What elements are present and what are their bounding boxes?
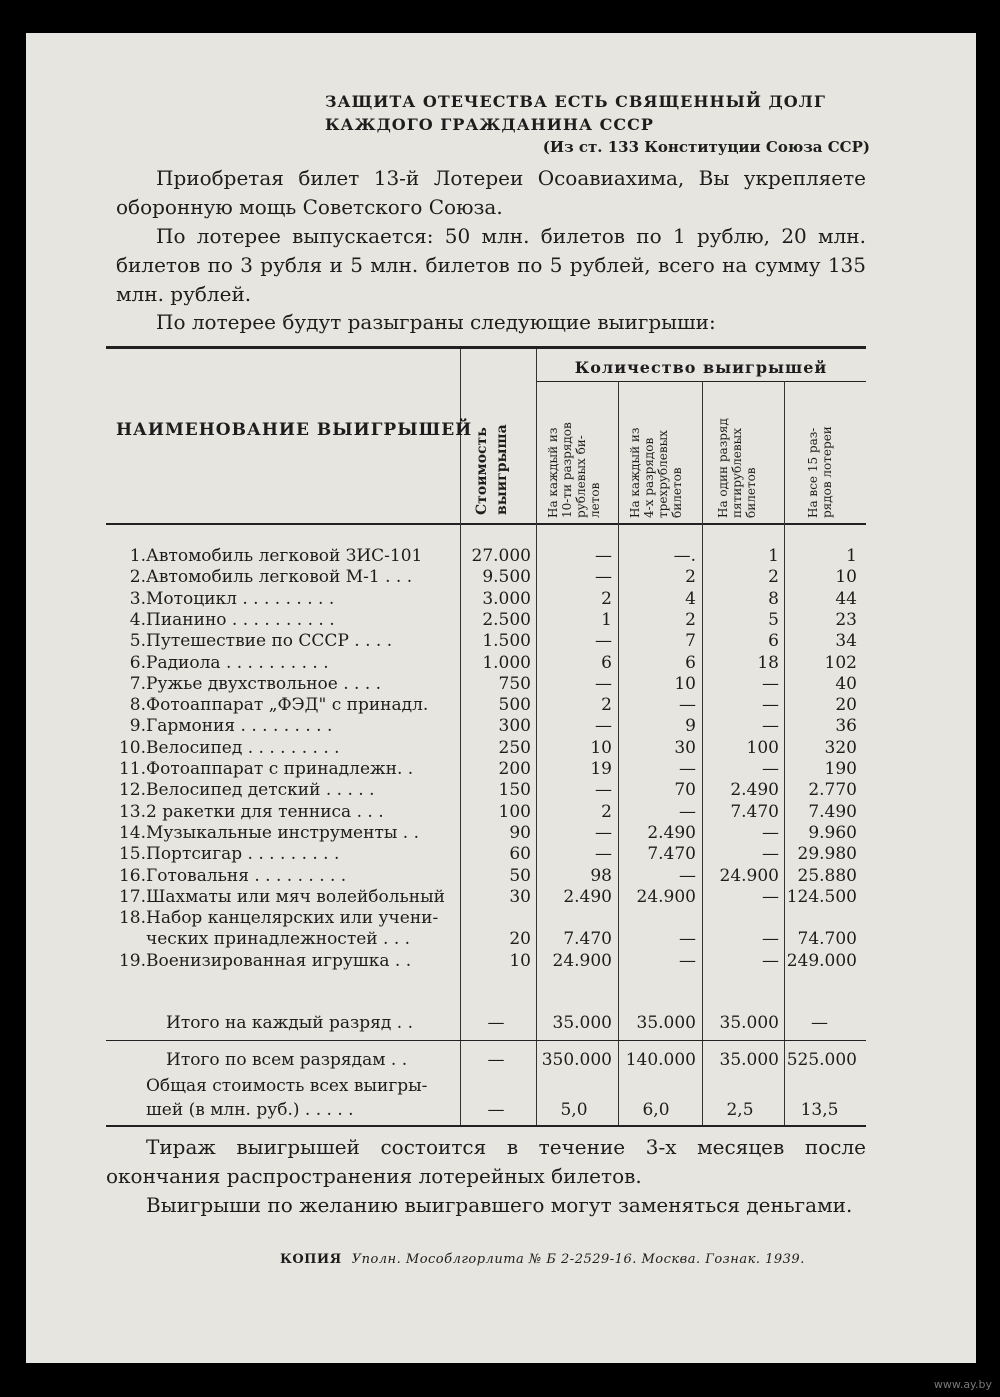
cell-q3: — <box>762 822 779 843</box>
cell-q3: — <box>762 759 779 779</box>
copy-mark: КОПИЯ <box>280 1252 342 1267</box>
total-all-label: Итого по всем разрядам . . <box>166 1050 408 1070</box>
cell-q3: 2 <box>768 567 779 588</box>
printer-imprint: КОПИЯ Уполн. Мособлгорлита № Б 2-2529-16. Москва. Гознак. 1939. <box>280 1252 805 1267</box>
cell-n: 16. <box>118 865 146 886</box>
cell-q2: 70 <box>674 780 696 801</box>
table-row <box>106 653 866 674</box>
cell-q4: 1 <box>846 546 857 566</box>
cell-q3: — <box>762 929 779 950</box>
cell-q3: 24.900 <box>719 865 779 886</box>
cell-q2: 9 <box>685 716 696 737</box>
header-line-2: КАЖДОГО ГРАЖДАНИНА СССР <box>325 115 654 134</box>
header-quote <box>325 90 870 159</box>
cell-q1: 10 <box>590 737 612 758</box>
cell-q1: — <box>595 631 612 652</box>
cell-q4: 44 <box>835 588 857 609</box>
cell-q4: 74.700 <box>797 929 857 950</box>
cell-name: Набор канцелярских или учени- <box>146 908 439 929</box>
table-row <box>106 759 866 780</box>
cell-n: 11. <box>118 759 146 779</box>
cell-q1: — <box>595 716 612 737</box>
footer-paragraph-1: Тираж выигрышей состоится в течение 3-х месяцев после окончания распространения лотерейных билетов. <box>106 1135 866 1188</box>
cell-q3: — <box>762 695 779 716</box>
cell-q2: 7 <box>685 631 696 652</box>
cell-q1: 1 <box>601 609 612 630</box>
column-header-q2: На каждый из 4-х разрядов трехрублевых билетов <box>628 427 684 518</box>
cell-name: Мотоцикл . . . . . . . . . <box>146 588 335 609</box>
cell-q2: 2 <box>685 567 696 588</box>
header-source: (Из ст. 133 Конституции Союза ССР) <box>542 138 870 156</box>
table-row <box>106 674 866 695</box>
cell-cost: 50 <box>509 865 531 886</box>
cell-q2: — <box>679 759 696 779</box>
cell-q1: 2.490 <box>563 886 612 907</box>
cell-q4: 2.770 <box>808 780 857 801</box>
cell-q2: — <box>679 929 696 950</box>
cell-q4: 20 <box>835 695 857 716</box>
table-top-rule <box>106 346 866 349</box>
cell-name: 2 ракетки для тенниса . . . <box>146 801 384 822</box>
cell-q4: 29.980 <box>797 844 857 865</box>
cell-cost: 10 <box>509 950 531 971</box>
cell-cost: 200 <box>498 759 531 779</box>
cell-n: 15. <box>118 844 146 865</box>
cell-q1: — <box>595 546 612 566</box>
cell-cost: 60 <box>509 844 531 865</box>
cell-q4: 10 <box>835 567 857 588</box>
cell-q4: 40 <box>835 673 857 694</box>
table-row <box>106 929 866 950</box>
cell-q4: 124.500 <box>786 886 857 907</box>
cell-name: ческих принадлежностей . . . <box>146 929 411 950</box>
cell-q3: — <box>762 950 779 971</box>
cell-q1: — <box>595 844 612 865</box>
cell-name: Шахматы или мяч волейбольный <box>146 886 445 907</box>
cell-q2: 24.900 <box>636 886 696 907</box>
cell-q3: — <box>762 716 779 737</box>
table-row <box>106 802 866 823</box>
cell-q4: 36 <box>835 716 857 737</box>
cell-name: Ружье двухствольное . . . . <box>146 673 382 694</box>
cell-n: 10. <box>118 737 146 758</box>
table-row <box>106 716 866 737</box>
cell-q1: 7.470 <box>563 929 612 950</box>
cell-name: Автомобиль легковой ЗИС-101 <box>146 546 423 566</box>
cell-n: 2. <box>129 567 146 588</box>
cell-q2: 6 <box>685 652 696 673</box>
cell-n: 6. <box>129 652 146 673</box>
cell-n: 7. <box>129 673 146 694</box>
cell-q4: 102 <box>824 652 857 673</box>
cell-q1: 19 <box>590 759 612 779</box>
column-header-q3: На один разряд пятирублевых билетов <box>716 418 758 518</box>
table-row <box>106 823 866 844</box>
cell-q4: 34 <box>835 631 857 652</box>
cell-q4: 23 <box>835 609 857 630</box>
total-per-rank-label: Итого на каждый разряд . . <box>166 1013 413 1033</box>
cell-q3: 18 <box>757 652 779 673</box>
cell-q4: 9.960 <box>808 822 857 843</box>
cell-q2: — <box>679 801 696 822</box>
intro-paragraph-1: Приобретая билет 13-й Лотереи Осоавиахима, Вы укрепляете оборонную мощь Советского Союза. <box>116 166 866 219</box>
cell-q1: 6 <box>601 652 612 673</box>
table-row <box>106 610 866 631</box>
cell-q2: 10 <box>674 673 696 694</box>
cell-q3: — <box>762 886 779 907</box>
cell-q3: 8 <box>768 588 779 609</box>
cell-name: Автомобиль легковой М-1 . . . <box>146 567 413 588</box>
cell-n: 8. <box>129 695 146 716</box>
cell-q1: — <box>595 822 612 843</box>
cell-q4: 320 <box>824 737 857 758</box>
cell-cost: 250 <box>498 737 531 758</box>
cell-n: 17. <box>118 886 146 907</box>
cell-cost: 500 <box>498 695 531 716</box>
cell-cost: 3.000 <box>482 588 531 609</box>
cell-q1: — <box>595 780 612 801</box>
cell-cost: 20 <box>509 929 531 950</box>
cell-name: Радиола . . . . . . . . . . <box>146 652 329 673</box>
cell-q3: — <box>762 844 779 865</box>
cell-q1: 98 <box>590 865 612 886</box>
cell-q4: 25.880 <box>797 865 857 886</box>
cell-n: 13. <box>118 801 146 822</box>
cell-name: Портсигар . . . . . . . . . <box>146 844 340 865</box>
cell-q3: 100 <box>746 737 779 758</box>
column-header-q1: На каждый из 10-ти разрядов рублевых би- летов <box>546 422 602 518</box>
totals-divider <box>106 1040 866 1041</box>
cell-name: Фотоаппарат „ФЭД" с принадл. <box>146 695 429 716</box>
cell-q1: 2 <box>601 695 612 716</box>
total-value-row: Общая стоимость всех выигры- шей (в млн. руб.) . . . . . — 5,0 6,0 2,5 13,5 <box>146 1076 839 1120</box>
cell-q1: 2 <box>601 588 612 609</box>
cell-cost: 1.500 <box>482 631 531 652</box>
site-watermark: www.ay.by <box>933 1378 992 1391</box>
cell-name: Военизированная игрушка . . <box>146 950 412 971</box>
column-header-quantity: Количество выигрышей <box>574 358 828 377</box>
qty-header-rule <box>536 381 866 382</box>
intro-paragraph-2: По лотерее выпускается: 50 млн. билетов по 1 рублю, 20 млн. билетов по 3 рубля и 5 млн. билетов по 5 рублей, всего на сумму 135 млн. рублей. <box>116 224 866 306</box>
cell-n: 9. <box>129 716 146 737</box>
cell-n: 1. <box>129 546 146 566</box>
cell-q3: 5 <box>768 609 779 630</box>
cell-cost: 27.000 <box>471 546 531 566</box>
total-value-label-2: шей (в млн. руб.) . . . . . <box>146 1100 354 1120</box>
cell-q2: —. <box>673 546 696 566</box>
cell-n: 4. <box>129 609 146 630</box>
cell-name: Готовальня . . . . . . . . . <box>146 865 347 886</box>
total-per-rank-row: Итого на каждый разряд . . — 35.000 35.000 35.000 — <box>166 1013 828 1033</box>
cell-cost: 100 <box>498 801 531 822</box>
cell-n: 12. <box>118 780 146 801</box>
table-bottom-rule <box>106 1125 866 1127</box>
footer-paragraph-2: Выигрыши по желанию выигравшего могут заменяться деньгами. <box>146 1193 853 1217</box>
table-row <box>106 738 866 759</box>
table-row <box>106 780 866 801</box>
total-all-row: Итого по всем разрядам . . — 350.000 140.000 35.000 525.000 <box>166 1050 857 1070</box>
cell-q3: 7.470 <box>730 801 779 822</box>
cell-q2: 4 <box>685 588 696 609</box>
cell-q2: 2.490 <box>647 822 696 843</box>
cell-q2: — <box>679 865 696 886</box>
column-header-q4: На все 15 раз- рядов лотереи <box>806 426 834 518</box>
table-row <box>106 589 866 610</box>
table-row <box>106 908 866 929</box>
cell-q2: — <box>679 695 696 716</box>
cell-cost: 300 <box>498 716 531 737</box>
column-header-cost: Стоимость выигрыша <box>474 424 510 515</box>
cell-name: Велосипед . . . . . . . . . <box>146 737 340 758</box>
cell-cost: 150 <box>498 780 531 801</box>
table-row <box>106 631 866 652</box>
cell-cost: 1.000 <box>482 652 531 673</box>
cell-cost: 750 <box>498 673 531 694</box>
table-row <box>106 546 866 567</box>
cell-cost: 30 <box>509 886 531 907</box>
cell-n: 19. <box>118 950 146 971</box>
cell-q2: 2 <box>685 609 696 630</box>
column-header-name: НАИМЕНОВАНИЕ ВЫИГРЫШЕЙ <box>116 420 473 440</box>
total-value-label-1: Общая стоимость всех выигры- <box>146 1076 428 1096</box>
cell-n: 18. <box>118 908 146 929</box>
table-row <box>106 567 866 588</box>
cell-name: Велосипед детский . . . . . <box>146 780 375 801</box>
cell-q1: 2 <box>601 801 612 822</box>
header-line-1: ЗАЩИТА ОТЕЧЕСТВА ЕСТЬ СВЯЩЕННЫЙ ДОЛГ <box>325 92 826 111</box>
table-row <box>106 866 866 887</box>
cell-q3: 6 <box>768 631 779 652</box>
cell-q4: 7.490 <box>808 801 857 822</box>
cell-q3: — <box>762 673 779 694</box>
table-row <box>106 695 866 716</box>
table-header-rule <box>106 523 866 525</box>
cell-q3: 1 <box>768 546 779 566</box>
cell-cost: 9.500 <box>482 567 531 588</box>
intro-paragraph-3: По лотерее будут разыграны следующие выигрыши: <box>156 310 716 334</box>
cell-n: 3. <box>129 588 146 609</box>
table-row <box>106 844 866 865</box>
cell-q1: — <box>595 567 612 588</box>
cell-name: Фотоаппарат с принадлежн. . <box>146 759 414 779</box>
cell-name: Пианино . . . . . . . . . . <box>146 609 335 630</box>
cell-cost: 90 <box>509 822 531 843</box>
cell-name: Музыкальные инструменты . . <box>146 822 419 843</box>
cell-n: 14. <box>118 822 146 843</box>
cell-name: Гармония . . . . . . . . . <box>146 716 333 737</box>
cell-q2: — <box>679 950 696 971</box>
table-row <box>106 951 866 972</box>
cell-n: 5. <box>129 631 146 652</box>
table-row <box>106 887 866 908</box>
cell-q1: — <box>595 673 612 694</box>
cell-cost: 2.500 <box>482 609 531 630</box>
cell-q1: 24.900 <box>552 950 612 971</box>
cell-q4: 249.000 <box>786 950 857 971</box>
cell-q3: 2.490 <box>730 780 779 801</box>
cell-q2: 30 <box>674 737 696 758</box>
cell-q2: 7.470 <box>647 844 696 865</box>
cell-q4: 190 <box>824 759 857 779</box>
cell-name: Путешествие по СССР . . . . <box>146 631 393 652</box>
